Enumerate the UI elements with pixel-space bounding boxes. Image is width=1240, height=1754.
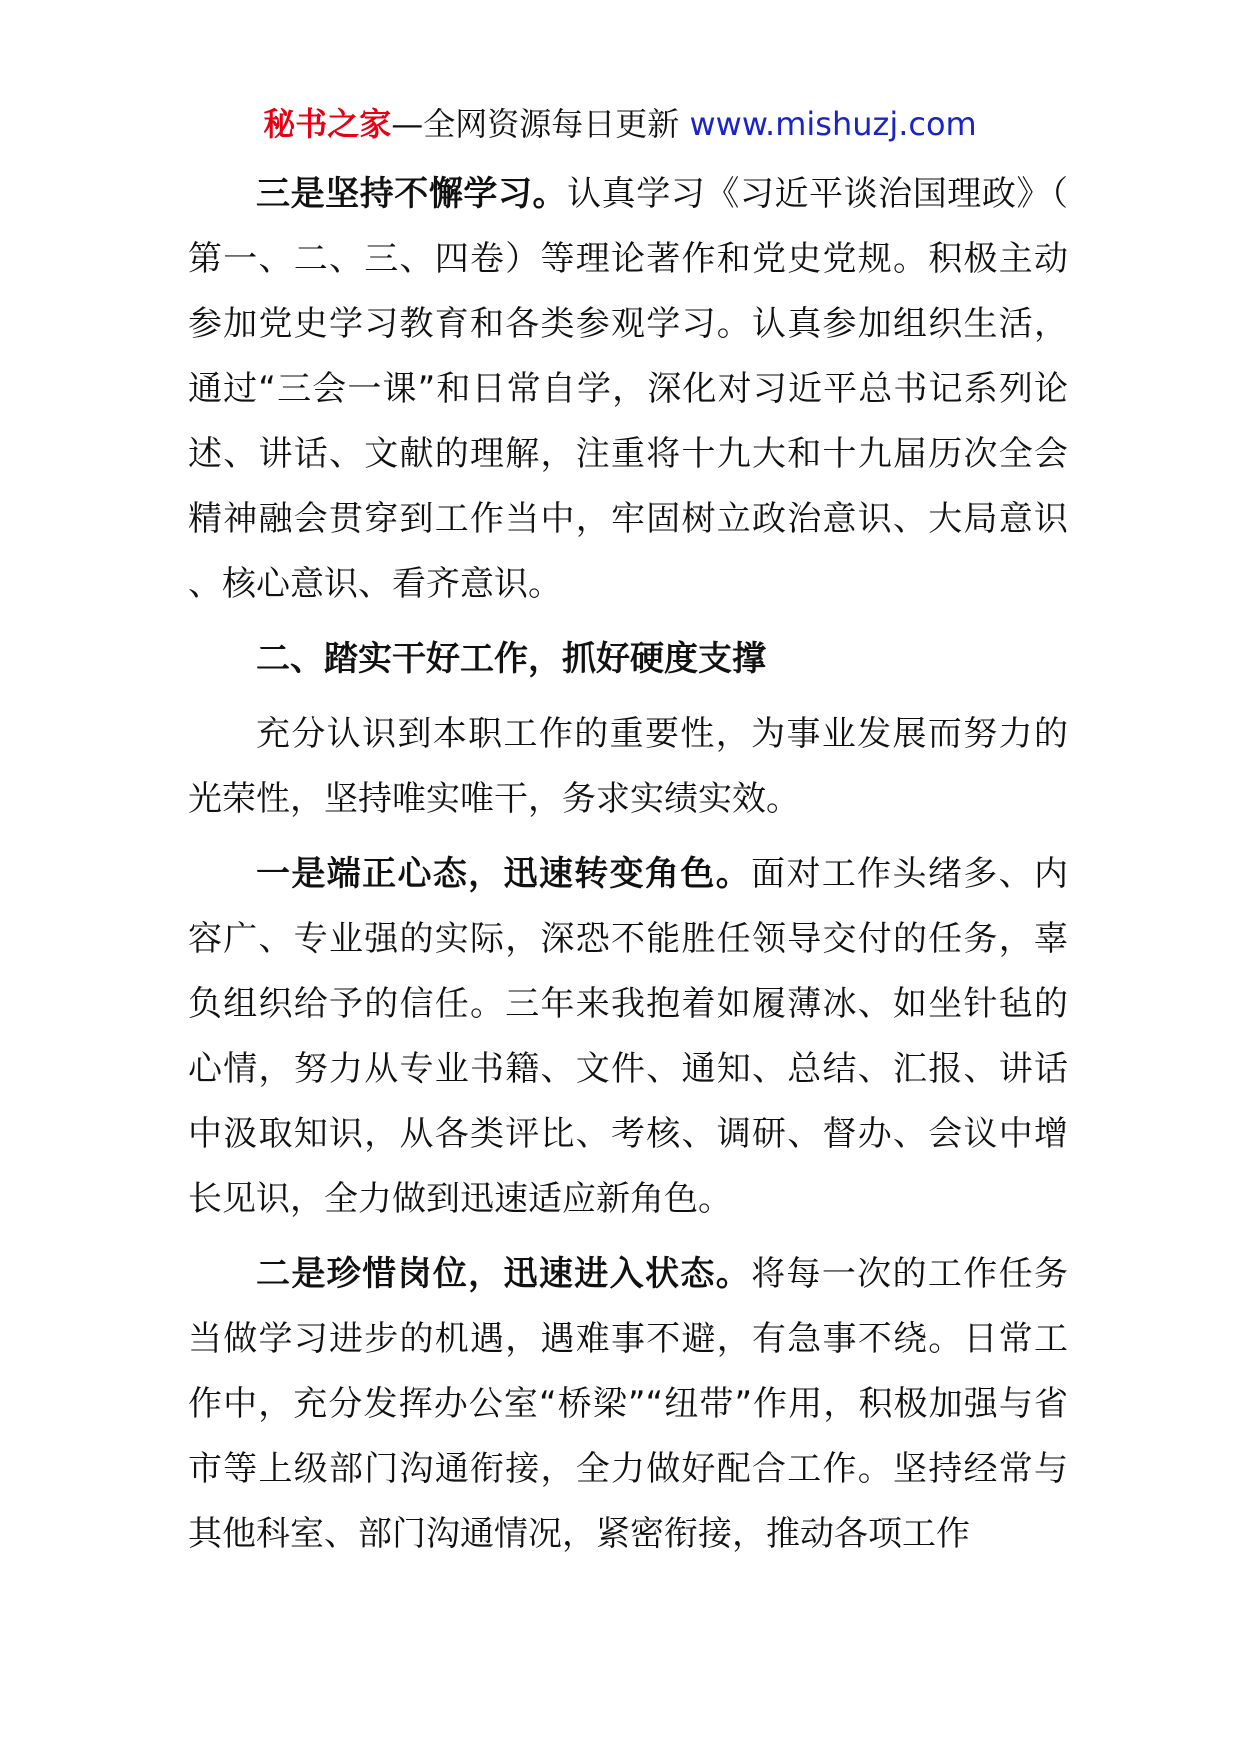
paragraph-mindset	[188, 842, 1068, 1232]
paragraph-text: 将每一次的工作任务当做学习进步的机遇，遇难事不避，有急事不绕。日常工作中，充分发挥办公室“桥梁”“纽带”作用，积极加强与省市等上级部门沟通衔接，全力做好配合工作。坚持经常与其他科室、部门沟通情况，紧密衔接，推动各项工作	[188, 1254, 1069, 1554]
paragraph-lead: 二是珍惜岗位，迅速进入状态。	[256, 1254, 752, 1294]
paragraph-intro	[188, 702, 1068, 832]
header-brand: 秘书之家	[263, 105, 392, 143]
document-body	[188, 162, 1068, 1567]
paragraph-position	[188, 1242, 1068, 1567]
header-tagline: —全网资源每日更新	[391, 105, 680, 143]
page-header	[0, 100, 1240, 148]
section-heading: 二、踏实干好工作，抓好硬度支撑	[256, 639, 766, 679]
paragraph-study	[188, 162, 1068, 617]
header-url-link[interactable]: www.mishuzj.com	[689, 105, 977, 143]
paragraph-lead: 一是端正心态，迅速转变角色。	[256, 854, 752, 894]
paragraph-text: 充分认识到本职工作的重要性，为事业发展而努力的光荣性，坚持唯实唯干，务求实绩实效。	[188, 714, 1068, 819]
paragraph-text: 面对工作头绪多、内容广、专业强的实际，深恐不能胜任领导交付的任务，辜负组织给予的信任。三年来我抱着如履薄冰、如坐针毡的心情，努力从专业书籍、文件、通知、总结、汇报、讲话中汲取知识，从各类评比、考核、调研、督办、会议中增长见识，全力做到迅速适应新角色。	[188, 854, 1069, 1219]
paragraph-text: 认真学习《习近平谈治国理政》（第一、二、三、四卷）等理论著作和党史党规。积极主动参加党史学习教育和各类参观学习。认真参加组织生活，通过“三会一课”和日常自学，深化对习近平总书记系列论述、讲话、文献的理解，注重将十九大和十九届历次全会精神融会贯穿到工作当中，牢固树立政治意识、大局意识、核心意识、看齐意识。	[188, 174, 1069, 604]
paragraph-lead: 三是坚持不懈学习。	[256, 174, 568, 214]
